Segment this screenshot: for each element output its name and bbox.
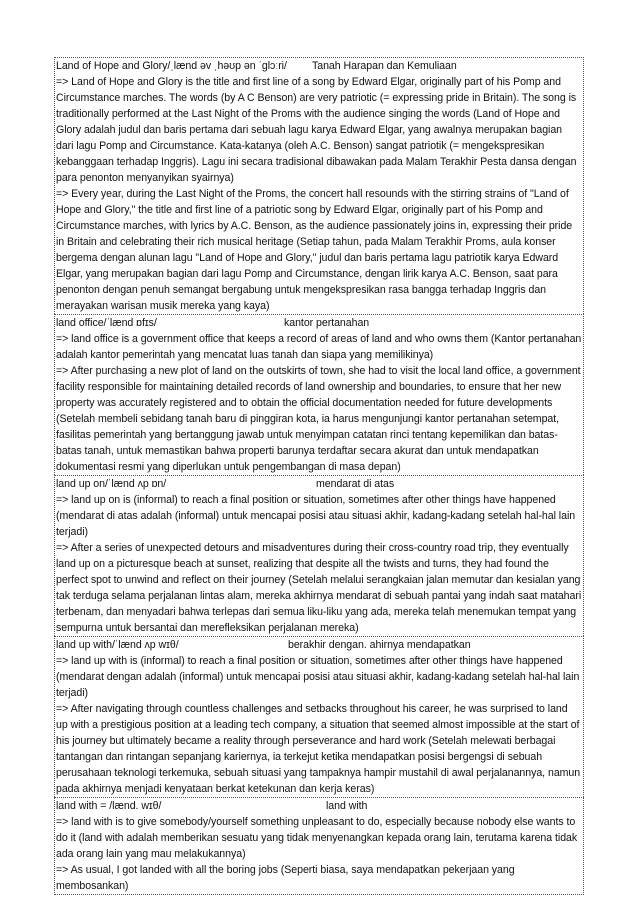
entry-translation: mendarat di atas	[316, 478, 395, 490]
entry-land-up-with	[54, 636, 584, 797]
entry-land-up-on	[54, 475, 584, 636]
entry-translation: Tanah Harapan dan Kemuliaan	[312, 60, 457, 72]
entry-translation: berakhir dengan. ahirnya mendapatkan	[288, 639, 471, 651]
entry-header	[56, 315, 582, 331]
entry-header	[56, 637, 582, 653]
entry-land-of-hope-and-glory	[54, 57, 584, 314]
entry-term: land up on/ˈlænd ʌp ɒn/	[56, 478, 167, 490]
entry-definition: => land with is to give somebody/yourself something unpleasant to do, especially because nobody else wants to do it (land with adalah memberikan sesuatu yang tidak menyenangkan kepada orang lain, terutama karena tidak ada orang lain yang mau melakukannya)	[56, 816, 578, 860]
entry-term: land with = /lænd. wɪθ/	[56, 800, 162, 812]
entry-translation: kantor pertanahan	[284, 317, 370, 329]
vocabulary-document	[54, 57, 584, 895]
entry-definition: => land up on is (informal) to reach a final position or situation, sometimes after other things have happened (mendarat di atas adalah (informal) untuk mencapai posisi atau situasi akhir, kadang-kadang setelah hal-hal lain terjadi)	[56, 494, 576, 538]
entry-definition: => land office is a government office that keeps a record of areas of land and who owns them (Kantor pertanahan adalah kantor pemerintah yang mencatat luas tanah dan siapa yang memilikinya)	[56, 333, 582, 361]
entry-term: land office/ˈlænd ɒfɪs/	[56, 317, 157, 329]
entry-example: => After a series of unexpected detours and misadventures during their cross-country road trip, they eventually land up on a picturesque beach at sunset, realizing that despite all the twists and turns, they had found the perfect spot to unwind and reflect on their journey (Setelah melalui serangkaian jalan memutar dan kesialan yang tak terduga selama perjalanan lintas alam, mereka akhirnya mendarat di sebuah pantai yang indah saat matahari terbenam, dan menyadari bahwa terlepas dari semua liku-liku yang ada, mereka telah menemukan tempat yang sempurna untuk bersantai dan merefleksikan perjalanan mereka)	[56, 542, 582, 634]
entry-header	[56, 476, 582, 492]
entry-example: => After navigating through countless challenges and setbacks throughout his career, he was surprised to land up with a prestigious position at a leading tech company, a situation that seemed almost impossible at the start of his journey but ultimately became a reality through perseverance and hard work (Setelah melewati berbagai tantangan dan rintangan sepanjang kariernya, ia terkejut ketika mendapatkan posisi bergengsi di sebuah perusahaan teknologi terkemuka, sebuah situasi yang tampaknya hampir mustahil di awal perjalanannya, namun pada akhirnya menjadi kenyataan berkat ketekunan dan kerja keras)	[56, 703, 581, 795]
entry-definition: => Land of Hope and Glory is the title and first line of a song by Edward Elgar, originally part of his Pomp and Circumstance marches. The words (by A C Benson) are very patriotic (= expressing pride in Britain). The song is traditionally performed at the Last Night of the Proms with the audience singing the words (Land of Hope and Glory adalah judul dan baris pertama dari sebuah lagu karya Edward Elgar, yang awalnya merupakan bagian dari lagu Pomp and Circumstance. Kata-katanya (oleh A.C. Benson) sangat patriotik (= mengekspresikan kebanggaan terhadap Inggris). Lagu ini secara tradisional dibawakan pada Malam Terakhir Pesta dansa dengan para penonton menyanyikan syairnya)	[56, 76, 577, 184]
entry-example: => Every year, during the Last Night of the Proms, the concert hall resounds with the stirring strains of "Land of Hope and Glory," the title and first line of a patriotic song by Edward Elgar, originally part of his Pomp and Circumstance marches, with lyrics by A.C. Benson, as the audience passionately joins in, expressing their pride in Britain and celebrating their rich musical heritage (Setiap tahun, pada Malam Terakhir Proms, aula konser bergema dengan alunan lagu "Land of Hope and Glory," judul dan baris pertama lagu patriotik karya Edward Elgar, yang merupakan bagian dari lagu Pomp and Circumstance, dengan lirik karya A.C. Benson, saat para penonton dengan penuh semangat bergabung untuk mengekspresikan rasa bangga terhadap Inggris dan merayakan warisan musik mereka yang kaya)	[56, 188, 573, 312]
entry-term: Land of Hope and Glory/ˌlænd əv ˌhəʊp ən ˈɡlɔːri/	[56, 60, 287, 72]
entry-definition: => land up with is (informal) to reach a final position or situation, sometimes after other things have happened (mendarat dengan adalah (informal) untuk mencapai posisi atau situasi akhir, kadang-kadang setelah hal-hal lain terjadi)	[56, 655, 580, 699]
entry-land-with	[54, 797, 584, 895]
entry-translation: land with	[326, 800, 368, 812]
entry-term: land up with/ˈlænd ʌp wɪθ/	[56, 639, 179, 651]
entry-header	[56, 798, 582, 814]
entry-example: => As usual, I got landed with all the boring jobs (Seperti biasa, saya mendapatkan pekerjaan yang membosankan)	[56, 864, 515, 892]
entry-land-office	[54, 314, 584, 475]
entry-header	[56, 58, 582, 74]
entry-example: => After purchasing a new plot of land on the outskirts of town, she had to visit the local land office, a government facility responsible for maintaining detailed records of land ownership and boundaries, to ensure that her new property was accurately registered and to obtain the official documentation needed for future developments (Setelah membeli sebidang tanah baru di pinggiran kota, ia harus mengunjungi kantor pertanahan setempat, fasilitas pemerintah yang bertanggung jawab untuk menyimpan catatan rinci tentang kepemilikan dan batas-batas tanah, untuk memastikan bahwa properti barunya terdaftar secara akurat dan untuk mendapatkan dokumentasi resmi yang diperlukan untuk pengembangan di masa depan)	[56, 365, 581, 473]
